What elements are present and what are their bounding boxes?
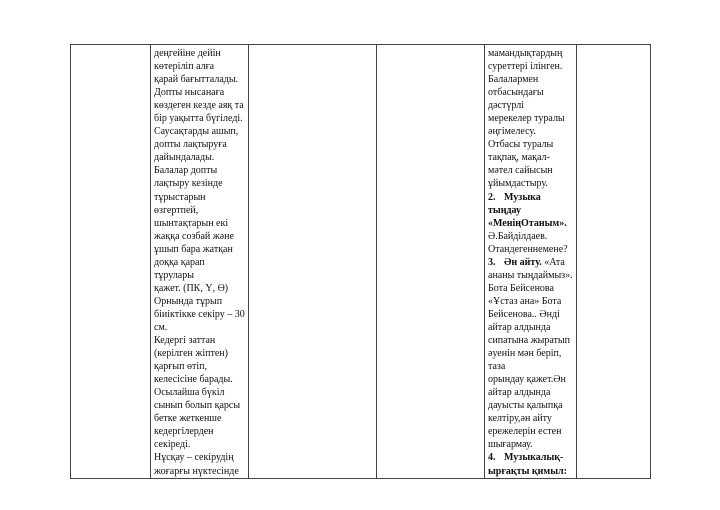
plain-text: Балалармен [488, 74, 539, 86]
text-line [488, 399, 574, 412]
text-line: көтеріліп алға [154, 61, 215, 73]
text-line [488, 295, 574, 308]
text-line [488, 347, 574, 360]
plain-text: Ә.Байділдаев. [488, 230, 548, 242]
text-line: допты лақтыруға [154, 139, 227, 151]
plain-text: Отбасы туралы [488, 139, 554, 151]
plain-text: Бота Бейсенова [488, 282, 554, 294]
text-line: сынып болып қарсы [154, 400, 241, 412]
text-line: қарғып өтіп, [154, 361, 207, 373]
plain-text: орындау қажет.Ән [488, 374, 566, 386]
cell-2-text [151, 45, 248, 478]
text-line: Нұсқау – секірудің [154, 452, 234, 464]
bold-text: Музыкалық- [504, 452, 564, 464]
text-line [488, 151, 574, 164]
text-line [488, 334, 574, 347]
text-line: лақтыру кезінде [154, 178, 223, 190]
text-line: көздеген кезде аяқ та [154, 100, 244, 112]
text-line [488, 308, 574, 321]
plain-text: «Ұстаз ана» Бота [488, 295, 562, 307]
table-cell-5 [485, 45, 577, 479]
text-line: Балалар допты [154, 165, 218, 177]
plain-text: дәстүрлі [488, 100, 524, 112]
text-line: келесісіне барады. [154, 374, 233, 386]
text-line [488, 438, 574, 451]
text-line [488, 125, 574, 138]
text-line: деңгейіне дейін [154, 48, 221, 59]
list-number: 3. [488, 256, 496, 268]
text-line [488, 112, 574, 125]
text-line: жоғарғы нүктесінде [154, 465, 239, 477]
plain-text: Отандегеннемене? [488, 243, 568, 255]
plain-text: келтіру,ән айту [488, 413, 552, 425]
text-line: біиіктікке секіру – 30 [154, 308, 245, 320]
plain-text: ережелерін естен [488, 426, 562, 438]
text-line: Саусақтарды ашып, [154, 126, 239, 138]
text-line [488, 86, 574, 99]
text-line: қарай бағытталады. [154, 74, 239, 86]
text-line [488, 230, 574, 243]
plain-text: айтар алдында [488, 387, 551, 399]
plain-text: әңгімелесу. [488, 126, 536, 138]
table-cell-3 [249, 45, 377, 479]
text-line [488, 282, 574, 295]
plain-text: мәтел сайысын [488, 165, 553, 177]
text-line [488, 412, 574, 425]
plain-text: отбасындағы [488, 87, 544, 99]
table-cell-4 [377, 45, 485, 479]
text-line [488, 138, 574, 151]
text-line [488, 73, 574, 86]
plain-text: суреттері ілінген. [488, 61, 563, 73]
text-line: Осылайша бүкіл [154, 387, 225, 399]
text-line: қажет. (ПК, Ү, Ө) [154, 282, 229, 294]
text-line: шынтақтарын екі [154, 217, 229, 229]
bold-text: Музыка тыңдау [488, 191, 541, 216]
text-line [488, 269, 574, 282]
cell-5-text [485, 45, 576, 478]
text-line: доққа қарап тұрулары [154, 256, 205, 281]
table-cell-6 [577, 45, 651, 479]
plain-text: шығармау. [488, 439, 533, 451]
text-line: дайындалады. [154, 152, 215, 164]
text-line [488, 256, 574, 269]
text-line [488, 386, 574, 399]
plain-text: сипатына жыратып [488, 335, 570, 347]
text-line [488, 321, 574, 334]
bold-text: ырғақты қимыл: [488, 465, 567, 477]
table-cell-2 [151, 45, 249, 479]
text-line: Допты нысанаға [154, 87, 225, 99]
text-line [488, 99, 574, 112]
text-line [488, 177, 574, 190]
text-line [488, 451, 574, 464]
plain-text: мамандықтардың [488, 48, 563, 59]
text-line: Кедергі заттан [154, 335, 216, 347]
text-line: бетке жеткенше [154, 413, 222, 425]
text-line: тұрыстарын [154, 191, 206, 203]
text-line: ұшып бара жатқан [154, 243, 233, 255]
plain-text: әуенін мән беріп, [488, 348, 562, 360]
plain-text: ұйымдастыру. [488, 178, 548, 190]
plain-text: дауысты қалыпқа [488, 400, 563, 412]
plain-text: мерекелер туралы [488, 113, 565, 125]
list-number: 2. [488, 191, 496, 203]
text-line [488, 360, 574, 373]
table-cell-1 [71, 45, 151, 479]
text-line [488, 373, 574, 386]
text-line: өзгертпей, [154, 204, 199, 216]
text-line [488, 243, 574, 256]
list-number: 4. [488, 452, 496, 464]
plain-text: «Ата [541, 256, 565, 268]
text-line: бір уақытта бүгіледі. [154, 113, 243, 125]
text-line: (керілген жіптен) [154, 348, 228, 360]
lesson-plan-table [70, 44, 651, 479]
text-line: Орнында тұрып [154, 295, 223, 307]
text-line [488, 217, 574, 230]
bold-text: Ән айту. [504, 256, 542, 268]
plain-text: Бейсенова.. Әнді [488, 308, 560, 320]
plain-text: тақпақ, мақал- [488, 152, 550, 164]
bold-text: «МеніңОтаным». [488, 217, 567, 229]
text-line [488, 465, 574, 478]
text-line: кедергілерден [154, 426, 214, 438]
text-line [488, 60, 574, 73]
plain-text: таза [488, 361, 506, 373]
text-line: жаққа созбай және [154, 230, 234, 242]
plain-text: ананы тыңдаймыз». [488, 269, 573, 281]
table-row [71, 45, 651, 479]
text-line [488, 164, 574, 177]
text-line: секіреді. [154, 439, 191, 451]
plain-text: айтар алдында [488, 321, 551, 333]
text-line [488, 191, 574, 217]
text-line [488, 47, 574, 60]
text-line [488, 425, 574, 438]
text-line: см. [154, 321, 168, 333]
